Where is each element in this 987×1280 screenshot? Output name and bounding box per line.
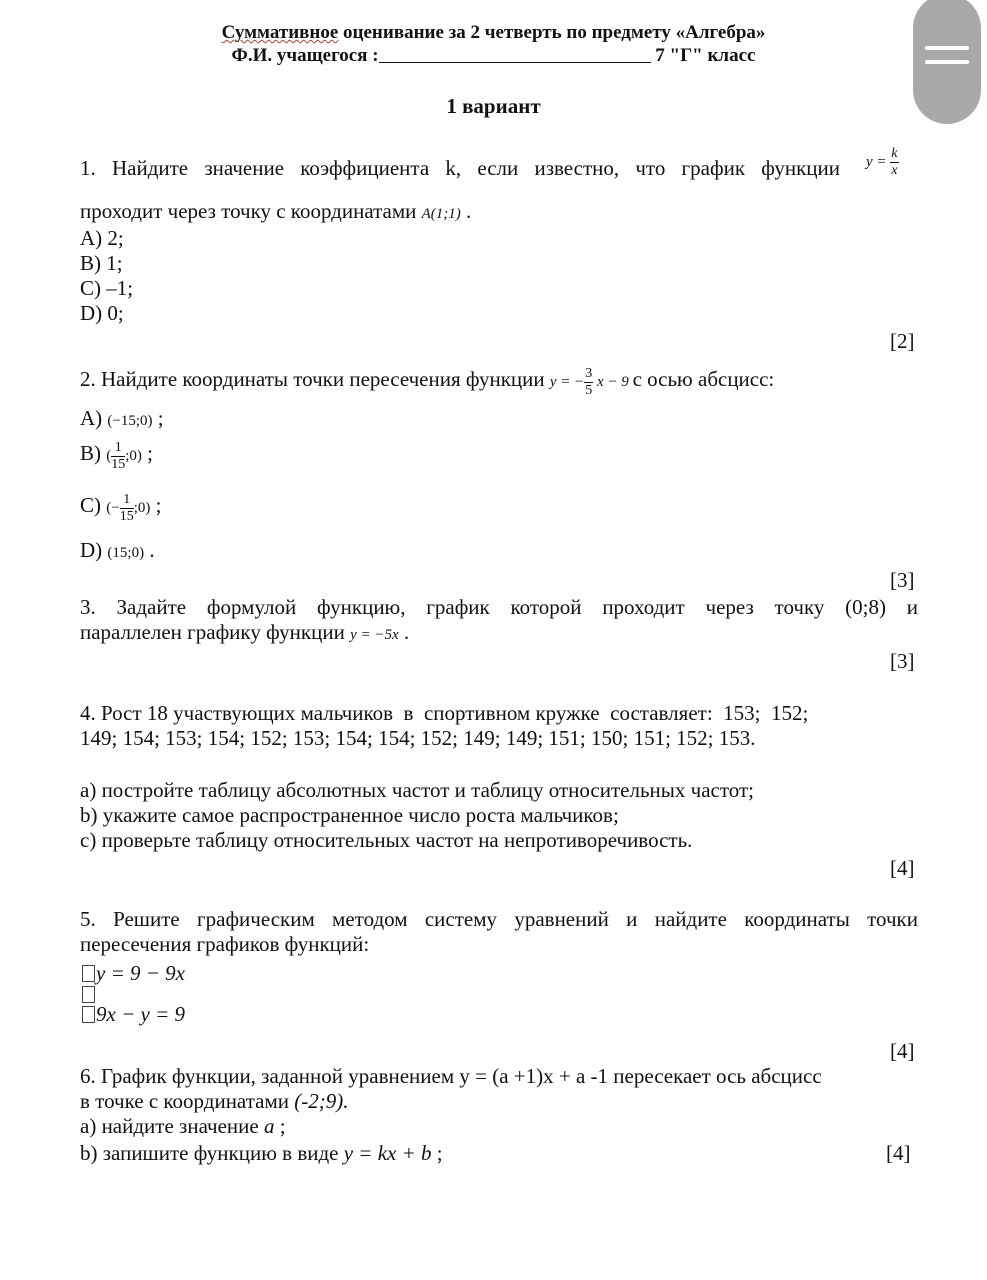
- q3-score: [3]: [890, 649, 915, 673]
- q2-frac-den: 5: [585, 383, 593, 398]
- student-name-blank[interactable]: [379, 62, 651, 63]
- q1-frac-den: x: [891, 163, 898, 178]
- q1-text: 1. Найдите значение коэффициента k, если известно, что график функции: [80, 156, 840, 180]
- q1-option-c: C) –1;: [80, 276, 134, 300]
- menu-icon-bar-bottom: [925, 60, 969, 64]
- q2-opt-a-label: A): [80, 406, 103, 430]
- q2-opt-b-den: 15: [111, 457, 126, 472]
- q2-option-c: C) (− $\frac{1}{15}$ ;0) ;: [80, 492, 162, 524]
- q2-opt-b-open: (: [106, 447, 112, 464]
- q2-opt-b-value: [106, 440, 142, 472]
- q2-opt-c-fraction: [120, 492, 134, 525]
- q4-line1: 4. Рост 18 участвующих мальчиков в спортивном кружке составляет: 153; 152;: [80, 701, 809, 725]
- q1-frac-num: k: [891, 146, 898, 161]
- q6-b-text: b) запишите функцию в виде: [80, 1141, 339, 1165]
- q2-text-after: с осью абсцисс:: [632, 366, 775, 391]
- q5-line1: 5. Решите графическим методом систему уравнений и найдите координаты точки: [80, 907, 918, 931]
- brace-placeholder-icon: [82, 1006, 95, 1023]
- q2-opt-d-value: (15;0): [107, 545, 145, 561]
- q4-part-c: c) проверьте таблицу относительных частот на непротиворечивость.: [80, 828, 693, 852]
- brace-placeholder-icon: [82, 965, 95, 982]
- q2-opt-b-label: B): [80, 440, 101, 465]
- q2-option-a: A) (−15;0) ;: [80, 406, 164, 430]
- q6-line2-text: в точке с координатами: [80, 1089, 289, 1113]
- class-label: 7 "Г" класс: [650, 45, 756, 66]
- q4-line2: 149; 154; 153; 154; 152; 153; 154; 154; 152; 149; 149; 151; 150; 151; 152; 153.: [80, 726, 756, 750]
- q5-eq1-text: y = 9 − 9x: [96, 961, 185, 985]
- q3-line2-text: параллелен графику функции: [80, 620, 345, 644]
- q6-line1: 6. График функции, заданной уравнением y = (a +1)x + a -1 пересекает ось абсцисс: [80, 1064, 822, 1088]
- variant-heading: 1 вариант: [446, 94, 541, 118]
- q6-point: (-2;9).: [294, 1089, 349, 1113]
- q2-frac-num: 3: [585, 366, 593, 381]
- document-title: [0, 22, 987, 44]
- q4-part-b: b) укажите самое распространенное число роста мальчиков;: [80, 803, 619, 827]
- q2-opt-d-label: D): [80, 538, 103, 562]
- q6-part-b: [80, 1141, 443, 1166]
- q5-eq2: [82, 1002, 185, 1027]
- title-prefix: Суммативное: [221, 22, 339, 43]
- q6-a-var: a: [263, 1114, 275, 1138]
- q4-score: [4]: [890, 856, 915, 880]
- q2-opt-c-label: C): [80, 492, 101, 517]
- q6-a-end: ;: [279, 1114, 286, 1138]
- q2-option-b: B) ( $\frac{1}{15}$ ;0) ;: [80, 440, 154, 472]
- q1-line2: проходит через точку с координатами A(1;1) .: [80, 199, 472, 223]
- q3-formula: y = −5x: [350, 627, 399, 643]
- q1-option-d: D) 0;: [80, 301, 124, 325]
- q2-option-d: D) (15;0) .: [80, 538, 155, 562]
- q2-opt-c-num: 1: [120, 492, 134, 509]
- q1-line2-text: проходит через точку с координатами: [80, 199, 417, 223]
- q1-formula: [866, 146, 899, 179]
- q6-part-a: [80, 1114, 286, 1139]
- brace-placeholder-icon: [82, 986, 95, 1003]
- q2-opt-b-num: 1: [111, 440, 125, 457]
- q5-eq1: [82, 961, 185, 986]
- q5-eq2-text: 9x − y = 9: [96, 1002, 185, 1026]
- q2-opt-b-close: ;0): [125, 447, 142, 464]
- q2-opt-b-fraction: [111, 440, 125, 473]
- q2-line: [80, 366, 774, 399]
- q2-formula-lhs: y = −: [549, 373, 585, 390]
- q1-point: A(1;1): [421, 206, 461, 222]
- q6-score: [4]: [886, 1141, 911, 1165]
- q1-fraction: [890, 146, 898, 179]
- q1-options: [80, 226, 133, 326]
- q1-line1: [80, 156, 840, 181]
- menu-icon-bar-top: [925, 46, 969, 50]
- q6-b-formula: y = kx + b: [343, 1141, 432, 1165]
- title-rest: оценивание за 2 четверть по предмету «Алгебра»: [338, 22, 766, 43]
- q3-line1: 3. Задайте формулой функцию, график которой проходит через точку (0;8) и: [80, 595, 918, 619]
- q2-score: [3]: [890, 568, 915, 592]
- q6-a-text: a) найдите значение: [80, 1114, 259, 1138]
- q4-part-a: a) постройте таблицу абсолютных частот и таблицу относительных частот;: [80, 778, 754, 802]
- q3-line2: параллелен графику функции y = −5x .: [80, 620, 410, 644]
- q2-fraction: [584, 366, 593, 399]
- student-label: Ф.И. учащегося :: [231, 45, 379, 66]
- q1-score: [2]: [890, 329, 915, 353]
- q6-b-end: ;: [436, 1141, 443, 1165]
- student-line: [0, 45, 987, 67]
- q2-opt-c-close: ;0): [133, 499, 151, 516]
- q1-option-a: A) 2;: [80, 226, 124, 250]
- q5-line2: пересечения графиков функций:: [80, 932, 370, 956]
- q1-option-b: B) 1;: [80, 251, 123, 275]
- q1-formula-lhs: y =: [866, 153, 887, 170]
- q2-formula: [549, 366, 633, 398]
- q2-opt-c-den: 15: [119, 509, 134, 524]
- q2-formula-rhs: x − 9: [597, 373, 629, 390]
- menu-button[interactable]: [913, 0, 981, 124]
- q2-opt-c-open: (−: [106, 499, 120, 516]
- q2-text: 2. Найдите координаты точки пересечения функции: [80, 366, 545, 391]
- q2-opt-a-value: (−15;0): [107, 413, 153, 429]
- q6-line2: [80, 1089, 348, 1114]
- q5-score: [4]: [890, 1039, 915, 1063]
